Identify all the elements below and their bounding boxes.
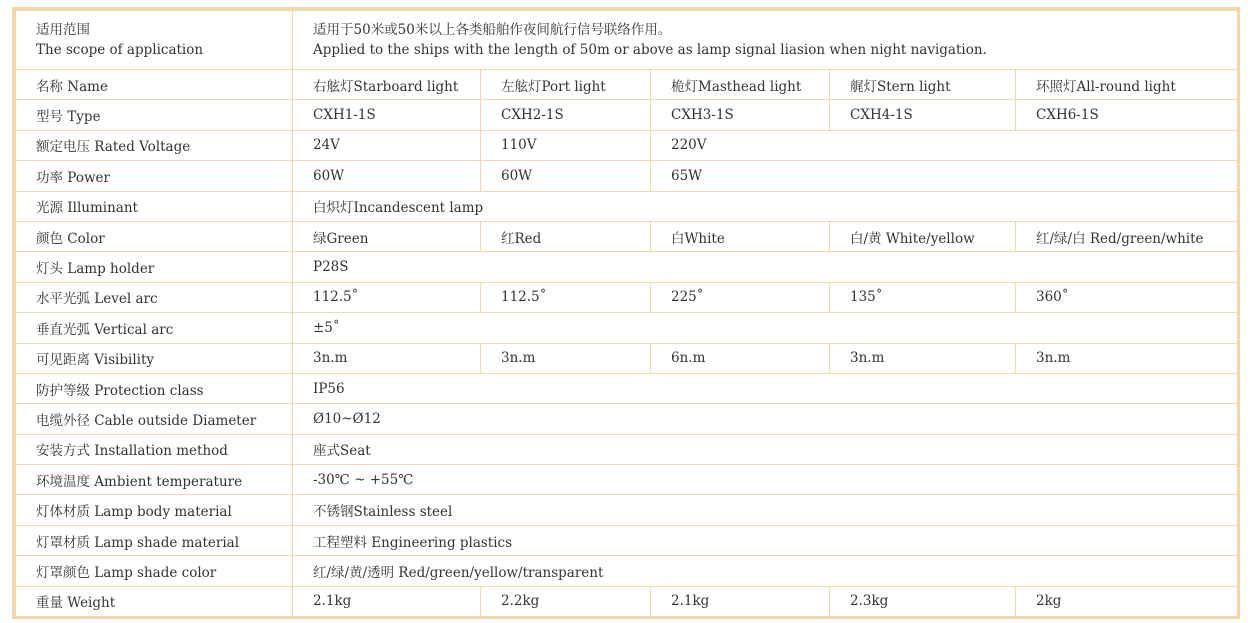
- row-value: 工程塑料 Engineering plastics: [293, 525, 1238, 555]
- row-value: 艉灯Stern light: [830, 70, 1016, 100]
- table-row-scope: [16, 11, 1238, 70]
- row-value: 3n.m: [293, 343, 481, 373]
- row-value: 135˚: [830, 282, 1016, 312]
- row-value: 2.1kg: [293, 586, 481, 616]
- row-value: 2.1kg: [651, 586, 830, 616]
- row-value: 2.3kg: [830, 586, 1016, 616]
- table-row: [16, 404, 1238, 434]
- table-row: [16, 525, 1238, 555]
- spec-table: [15, 10, 1238, 617]
- spec-table-frame: [12, 7, 1240, 619]
- row-value: IP56: [293, 373, 1238, 403]
- row-label: 型号 Type: [16, 100, 293, 130]
- scope-label-cell: [16, 11, 293, 70]
- table-row: [16, 221, 1238, 251]
- table-row: [16, 161, 1238, 191]
- row-label: 安装方式 Installation method: [16, 434, 293, 464]
- row-label: 重量 Weight: [16, 586, 293, 616]
- row-label: 灯罩颜色 Lamp shade color: [16, 556, 293, 586]
- row-value: 360˚: [1016, 282, 1238, 312]
- row-value: 红/绿/黄/透明 Red/green/yellow/transparent: [293, 556, 1238, 586]
- scope-label-en: The scope of application: [36, 42, 204, 58]
- scope-value-cell: [293, 11, 1238, 70]
- row-label: 环境温度 Ambient temperature: [16, 465, 293, 495]
- row-value: 不锈钢Stainless steel: [293, 495, 1238, 525]
- table-row: [16, 313, 1238, 343]
- row-value: CXH4-1S: [830, 100, 1016, 130]
- row-value: 2kg: [1016, 586, 1238, 616]
- table-row: [16, 252, 1238, 282]
- row-label: 功率 Power: [16, 161, 293, 191]
- row-label: 水平光弧 Level arc: [16, 282, 293, 312]
- row-value: 右舷灯Starboard light: [293, 70, 481, 100]
- row-value: Ø10~Ø12: [293, 404, 1238, 434]
- row-value: 24V: [293, 130, 481, 160]
- table-row: [16, 373, 1238, 403]
- row-value: CXH2-1S: [481, 100, 651, 130]
- table-row: [16, 343, 1238, 373]
- row-label: 名称 Name: [16, 70, 293, 100]
- row-label: 灯头 Lamp holder: [16, 252, 293, 282]
- row-value: 白/黄 White/yellow: [830, 221, 1016, 251]
- row-label: 光源 Illuminant: [16, 191, 293, 221]
- scope-label-cn: 适用范围: [36, 22, 90, 38]
- row-value: 60W: [481, 161, 651, 191]
- table-row: [16, 282, 1238, 312]
- row-value: ±5˚: [293, 313, 1238, 343]
- row-label: 可见距离 Visibility: [16, 343, 293, 373]
- row-label: 防护等级 Protection class: [16, 373, 293, 403]
- row-value: 6n.m: [651, 343, 830, 373]
- row-value: 白White: [651, 221, 830, 251]
- scope-value-cn: 适用于50米或50米以上各类船舶作夜间航行信号联络作用。: [313, 22, 672, 38]
- row-value: 红Red: [481, 221, 651, 251]
- table-row: [16, 556, 1238, 586]
- row-value: 左舷灯Port light: [481, 70, 651, 100]
- row-value: 65W: [651, 161, 1238, 191]
- row-value: 110V: [481, 130, 651, 160]
- row-label: 灯体材质 Lamp body material: [16, 495, 293, 525]
- row-value: CXH6-1S: [1016, 100, 1238, 130]
- row-label: 灯罩材质 Lamp shade material: [16, 525, 293, 555]
- table-row: [16, 495, 1238, 525]
- row-value: 环照灯All-round light: [1016, 70, 1238, 100]
- row-value: 白炽灯Incandescent lamp: [293, 191, 1238, 221]
- table-row: [16, 434, 1238, 464]
- row-value: 桅灯Masthead light: [651, 70, 830, 100]
- table-row: [16, 586, 1238, 616]
- row-value: 60W: [293, 161, 481, 191]
- row-value: 红/绿/白 Red/green/white: [1016, 221, 1238, 251]
- row-value: 112.5˚: [481, 282, 651, 312]
- table-row: [16, 130, 1238, 160]
- row-value: -30℃ ~ +55℃: [293, 465, 1238, 495]
- row-value: 3n.m: [1016, 343, 1238, 373]
- row-label: 电缆外径 Cable outside Diameter: [16, 404, 293, 434]
- table-row: [16, 191, 1238, 221]
- table-row: [16, 70, 1238, 100]
- row-value: CXH3-1S: [651, 100, 830, 130]
- scope-value-en: Applied to the ships with the length of 50m or above as lamp signal liasion when night navigation.: [313, 42, 987, 58]
- row-value: CXH1-1S: [293, 100, 481, 130]
- table-row: [16, 465, 1238, 495]
- row-label: 垂直光弧 Vertical arc: [16, 313, 293, 343]
- table-row: [16, 100, 1238, 130]
- row-value: 绿Green: [293, 221, 481, 251]
- row-value: 225˚: [651, 282, 830, 312]
- row-value: 3n.m: [481, 343, 651, 373]
- row-label: 额定电压 Rated Voltage: [16, 130, 293, 160]
- row-value: 3n.m: [830, 343, 1016, 373]
- row-value: 112.5˚: [293, 282, 481, 312]
- row-value: P28S: [293, 252, 1238, 282]
- row-value: 2.2kg: [481, 586, 651, 616]
- row-value: 220V: [651, 130, 1238, 160]
- row-value: 座式Seat: [293, 434, 1238, 464]
- row-label: 颜色 Color: [16, 221, 293, 251]
